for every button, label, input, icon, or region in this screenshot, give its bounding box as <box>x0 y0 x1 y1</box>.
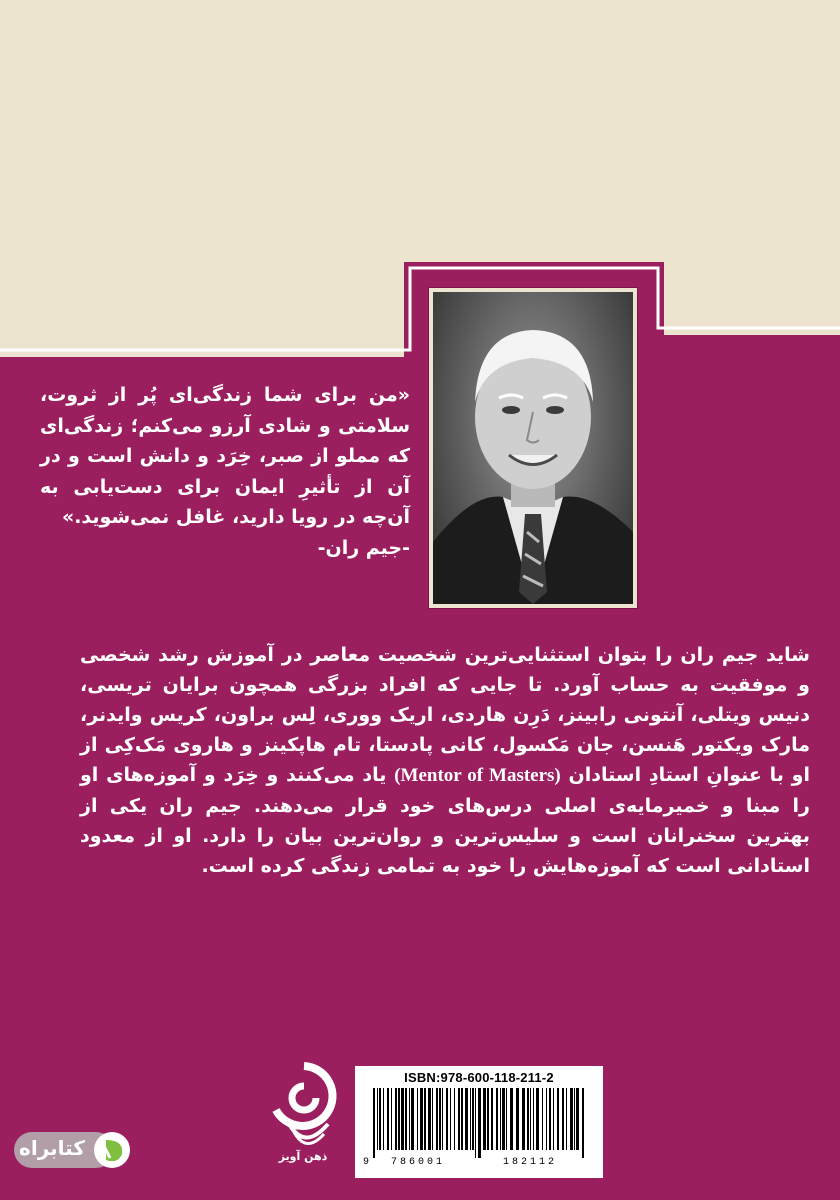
barcode-bar <box>483 1088 486 1150</box>
barcode-bar <box>442 1088 443 1150</box>
barcode-bar <box>557 1088 559 1150</box>
barcode-bar <box>387 1088 389 1150</box>
barcode-bar <box>373 1088 375 1158</box>
barcode-bar <box>487 1088 489 1150</box>
barcode-bar <box>401 1088 404 1150</box>
barcode-bar <box>436 1088 438 1150</box>
barcode-bar <box>458 1088 460 1150</box>
barcode-bar <box>542 1088 543 1150</box>
barcode-bar <box>470 1088 471 1150</box>
barcode-bar <box>409 1088 410 1150</box>
barcode-bar <box>377 1088 378 1150</box>
barcode-bar <box>398 1088 400 1150</box>
barcode-bar <box>379 1088 381 1150</box>
barcode-bar <box>500 1088 501 1150</box>
publisher-name: ذهن آویز <box>278 1150 328 1163</box>
barcode-bar <box>395 1088 397 1150</box>
barcode-bar <box>522 1088 525 1150</box>
barcode-bar <box>428 1088 431 1150</box>
barcode-bar <box>546 1088 547 1150</box>
barcode-bar <box>536 1088 539 1150</box>
biography-part-1: شاید جیم ران را بتوان استثنایی‌ترین شخصیت معاصر در آموزش رشد شخصی و موفقیت به حساب آورد. تا جایی که افراد بزرگی همچون برایان تریسی، دنیس ویتلی، آنتونی رابینز، دَرِن هاردی، اریک ووری، لِس براون، کریس وایدنر، مارک ویکتور هَنسن، جان مَکسول، کانی پادستا، تام هاپکینز و هاروی مَک‌کِی از او با عنوانِ استادِ استادان <box>80 644 810 786</box>
isbn-barcode-box <box>355 1066 603 1178</box>
barcode-bar <box>566 1088 567 1150</box>
barcode-bar <box>582 1088 584 1158</box>
barcode-bar <box>465 1088 468 1150</box>
barcode-bar <box>432 1088 433 1150</box>
barcode-bar <box>530 1088 531 1150</box>
barcode-bar <box>502 1088 505 1150</box>
barcode-digit-lead: 9 <box>363 1157 370 1168</box>
biography-latin-title: (Mentor of Masters) <box>394 765 561 786</box>
barcode-bar <box>574 1088 575 1150</box>
barcode-bar <box>549 1088 551 1150</box>
barcode-bar <box>496 1088 498 1150</box>
watermark-text: کتابراه <box>19 1136 85 1160</box>
barcode-bar <box>553 1088 554 1150</box>
barcode-bar <box>454 1088 455 1150</box>
barcode-bar <box>383 1088 384 1150</box>
barcode-bar <box>420 1088 423 1150</box>
barcode-bar <box>475 1088 476 1158</box>
barcode-bar <box>391 1088 392 1150</box>
barcode-digits-right: 182112 <box>503 1157 558 1168</box>
barcode-bar <box>527 1088 529 1150</box>
barcode-bar <box>562 1088 564 1150</box>
barcode-bar <box>533 1088 534 1150</box>
barcode-bar <box>461 1088 463 1150</box>
barcode-bar <box>570 1088 573 1150</box>
barcode-bar <box>405 1088 407 1150</box>
barcode-digits-left: 786001 <box>391 1157 446 1168</box>
barcode-bar <box>411 1088 414 1150</box>
author-biography <box>80 640 810 881</box>
isbn-label: ISBN:978-600-118-211-2 <box>404 1070 554 1085</box>
barcode-digits <box>363 1158 595 1172</box>
barcode-bar <box>439 1088 441 1150</box>
barcode-bar <box>510 1088 513 1150</box>
barcode-icon <box>363 1088 595 1158</box>
author-quote: «من برای شما زندگی‌ای پُر از ثروت، سلامتی و شادی آرزو می‌کنم؛ زندگی‌ای که مملو از صبر، خِرَد و دانش است و در آن از تأثیرِ ایمان برای دست‌یابی به آن‌چه در رویا دارید، غافل نمی‌شوید.» -جیم ران- <box>40 384 410 559</box>
barcode-bar <box>506 1088 507 1150</box>
biography-part-2: یاد می‌کنند و خِرَد و آموزه‌های او را مبنا و خمیرمایه‌ی اصلی درس‌های خود قرار می‌دهند. جیم ران یکی از بهترین سخنرانان است و سلیس‌ترین و روان‌ترین بیان را دارد. او از معدود استادانی است که آموزه‌هایش را خود به تمامی زندگی کرده است. <box>80 764 810 877</box>
barcode-bar <box>417 1088 418 1150</box>
barcode-bar <box>450 1088 451 1150</box>
barcode-bar <box>576 1088 579 1150</box>
barcode-bar <box>472 1088 474 1150</box>
author-photo-frame <box>428 287 638 609</box>
barcode-bar <box>446 1088 448 1150</box>
barcode-bar <box>478 1088 481 1158</box>
barcode-bar <box>516 1088 519 1150</box>
barcode-bar <box>424 1088 426 1150</box>
barcode-bar <box>491 1088 493 1150</box>
author-photo <box>433 292 633 604</box>
